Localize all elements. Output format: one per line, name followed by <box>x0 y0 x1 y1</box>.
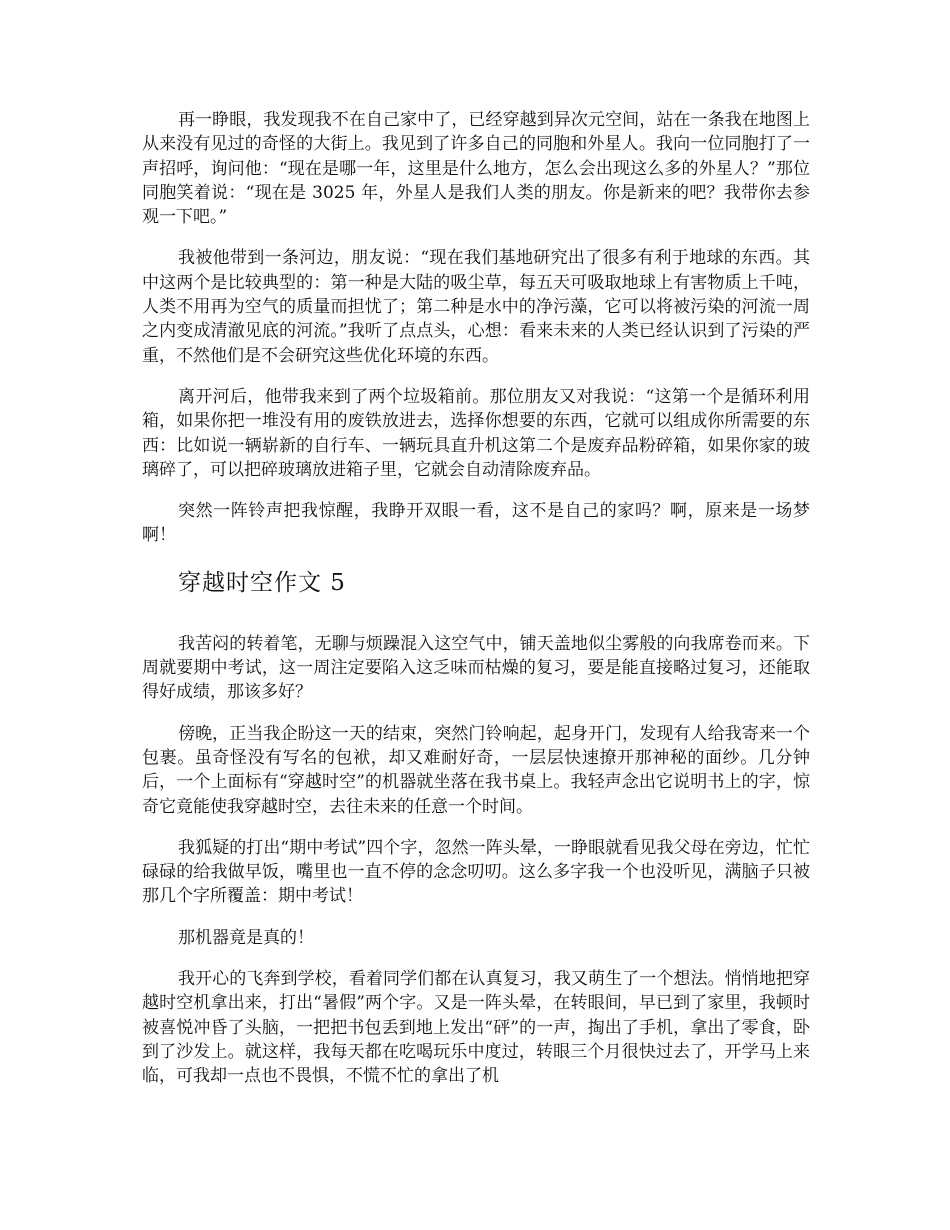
paragraph-7: 我狐疑的打出“期中考试”四个字，忽然一阵头晕，一睁眼就看见我父母在旁边，忙忙碌碌的给我做早饭，嘴里也一直不停的念念叨叨。这么多字我一个也没听见，满脑子只被那几个字所覆盖：期中考试！ <box>142 837 810 907</box>
paragraph-2: 我被他带到一条河边，朋友说：“现在我们基地研究出了很多有利于地球的东西。其中这两个是比较典型的：第一种是大陆的吸尘草，每五天可吸取地球上有害物质上千吨，人类不用再为空气的质量而担忧了；第二种是水中的净污藻，它可以将被污染的河流一周之内变成清澈见底的河流。”我听了点点头，心想：看来未来的人类已经认识到了污染的严重，不然他们是不会研究这些优化环境的东西。 <box>142 248 810 366</box>
paragraph-4: 突然一阵铃声把我惊醒，我睁开双眼一看，这不是自己的家吗？啊，原来是一场梦啊！ <box>142 501 810 546</box>
section-title: 穿越时空作文 5 <box>178 569 346 596</box>
paragraph-6: 傍晚，正当我企盼这一天的结束，突然门铃响起，起身开门，发现有人给我寄来一个包裹。虽奇怪没有写名的包袱，却又难耐好奇，一层层快速撩开那神秘的面纱。几分钟后，一个上面标有“穿越时空”的机器就坐落在我书桌上。我轻声念出它说明书上的字，惊奇它竟能使我穿越时空，去往未来的任意一个时间。 <box>142 723 810 817</box>
paragraph-3: 离开河后，他带我来到了两个垃圾箱前。那位朋友又对我说：“这第一个是循环利用箱，如果你把一堆没有用的废铁放进去，选择你想要的东西，它就可以组成你所需要的东西：比如说一辆崭新的自行车、一辆玩具直升机这第二个是废弃品粉碎箱，如果你家的玻璃碎了，可以把碎玻璃放进箱子里，它就会自动清除废弃品。 <box>142 386 810 480</box>
paragraph-9: 我开心的飞奔到学校，看着同学们都在认真复习，我又萌生了一个想法。悄悄地把穿越时空机拿出来，打出“暑假”两个字。又是一阵头晕，在转眼间，早已到了家里，我顿时被喜悦冲昏了头脑，一把把书包丢到地上发出“砰”的一声，掏出了手机，拿出了零食，卧到了沙发上。就这样，我每天都在吃喝玩乐中度过，转眼三个月很快过去了，开学马上来临，可我却一点也不畏惧，不慌不忙的拿出了机 <box>142 969 810 1087</box>
paragraph-1: 再一睁眼，我发现我不在自己家中了，已经穿越到异次元空间，站在一条我在地图上从来没有见过的奇怪的大街上。我见到了许多自己的同胞和外星人。我向一位同胞打了一声招呼，询问他：“现在是哪一年，这里是什么地方，怎么会出现这么多的外星人？”那位同胞笑着说：“现在是 3025 年，外星人是我们人类的朋友。你是新来的吧？我带你去参观一下吧。” <box>142 110 810 228</box>
document-page <box>142 108 810 1106</box>
paragraph-5: 我苦闷的转着笔，无聊与烦躁混入这空气中，铺天盖地似尘雾般的向我席卷而来。下周就要期中考试，这一周注定要陷入这乏味而枯燥的复习，要是能直接略过复习，还能取得好成绩，那该多好？ <box>142 633 810 703</box>
paragraph-8: 那机器竟是真的！ <box>178 927 314 948</box>
